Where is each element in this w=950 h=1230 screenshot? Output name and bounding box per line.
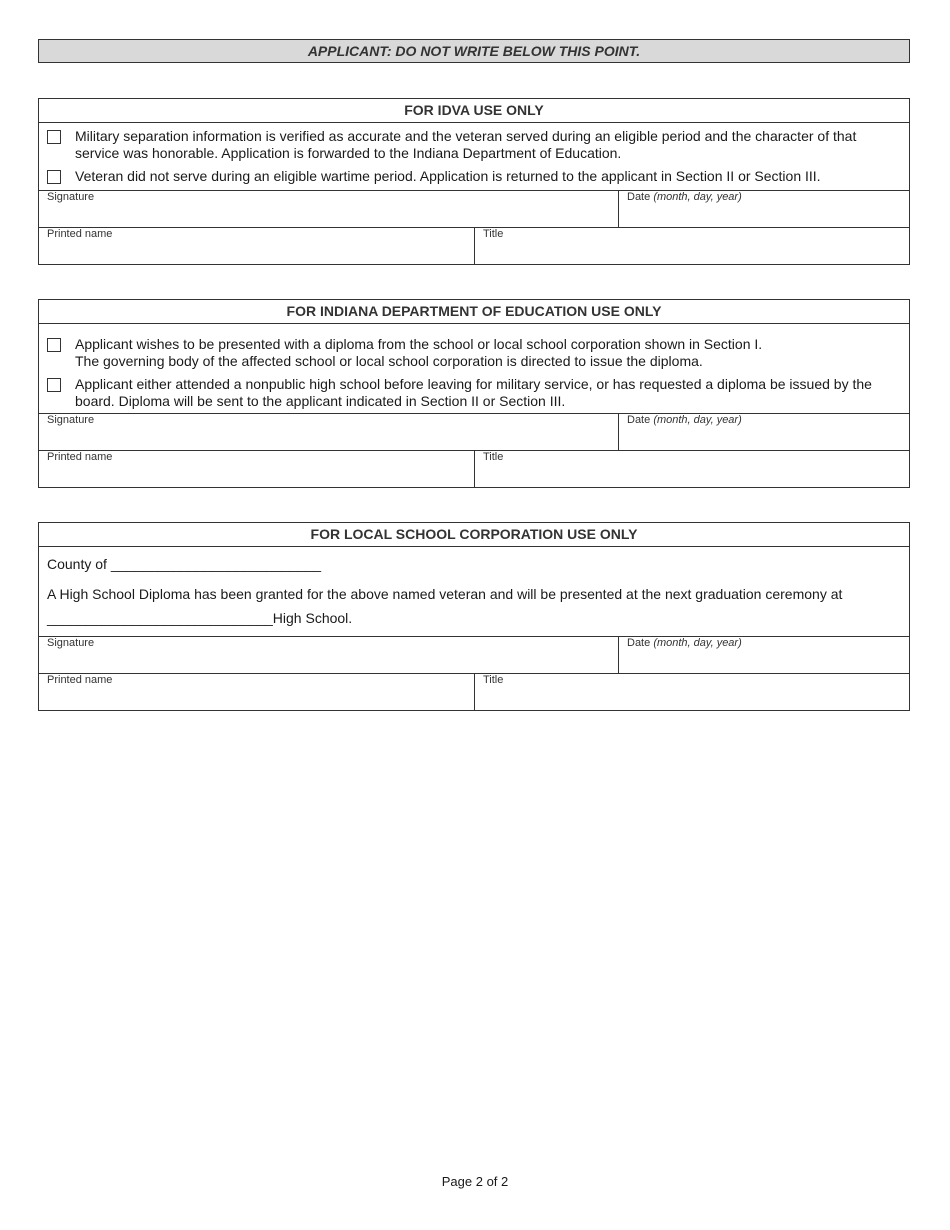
doe-nonpublic-text-1: Applicant either attended a nonpublic high school before leaving for military service, or has requested a diploma be issued by the — [75, 376, 872, 392]
idva-verified-option — [47, 128, 901, 162]
doe-date-label: Date — [627, 414, 651, 426]
local-signature-label: Signature — [47, 637, 95, 649]
doe-nonpublic-option — [47, 376, 901, 410]
doe-nonpublic-checkbox[interactable] — [47, 378, 61, 392]
idva-not-eligible-text: Veteran did not serve during an eligible wartime period. Application is returned to the applicant in Section II or Section III. — [75, 168, 821, 184]
local-date-field[interactable] — [619, 637, 909, 673]
doe-present-diploma-text-2: The governing body of the affected school or local school corporation is directed to issue the diploma. — [75, 353, 703, 369]
doe-signature-field[interactable] — [39, 414, 619, 450]
idva-section-title: FOR IDVA USE ONLY — [39, 99, 909, 123]
doe-title-label: Title — [483, 451, 504, 463]
doe-section — [38, 299, 910, 488]
county-line[interactable]: County of ___________________________ — [47, 556, 322, 572]
idva-section — [38, 98, 910, 265]
idva-verified-checkbox[interactable] — [47, 130, 61, 144]
local-title-field[interactable] — [475, 674, 909, 710]
idva-printed-name-label: Printed name — [47, 228, 113, 240]
idva-title-label: Title — [483, 228, 504, 240]
doe-section-title: FOR INDIANA DEPARTMENT OF EDUCATION USE ONLY — [39, 300, 909, 324]
local-date-hint: (month, day, year) — [653, 637, 742, 649]
doe-present-diploma-checkbox[interactable] — [47, 338, 61, 352]
doe-signature-label: Signature — [47, 414, 95, 426]
idva-title-field[interactable] — [475, 228, 909, 264]
applicant-notice-banner: APPLICANT: DO NOT WRITE BELOW THIS POINT. — [38, 39, 910, 63]
doe-printed-name-field[interactable] — [39, 451, 475, 487]
doe-present-diploma-option — [47, 336, 901, 370]
doe-printed-name-label: Printed name — [47, 451, 113, 463]
idva-signature-field[interactable] — [39, 191, 619, 227]
local-printed-name-label: Printed name — [47, 674, 113, 686]
page-number: Page 2 of 2 — [441, 1174, 509, 1189]
idva-not-eligible-option — [47, 168, 901, 185]
local-printed-name-field[interactable] — [39, 674, 475, 710]
idva-date-hint: (month, day, year) — [653, 191, 742, 203]
doe-present-diploma-text-1: Applicant wishes to be presented with a diploma from the school or local school corporation shown in Section I. — [75, 336, 763, 352]
local-title-label: Title — [483, 674, 504, 686]
idva-verified-text-2: service was honorable. Application is forwarded to the Indiana Department of Education. — [75, 145, 622, 161]
local-section — [38, 522, 910, 711]
local-date-label: Date — [627, 637, 651, 649]
doe-title-field[interactable] — [475, 451, 909, 487]
idva-date-label: Date — [627, 191, 651, 203]
doe-date-hint: (month, day, year) — [653, 414, 742, 426]
doe-date-field[interactable] — [619, 414, 909, 450]
idva-printed-name-field[interactable] — [39, 228, 475, 264]
idva-not-eligible-checkbox[interactable] — [47, 170, 61, 184]
doe-nonpublic-text-2: board. Diploma will be sent to the applicant indicated in Section II or Section III. — [75, 393, 566, 409]
idva-date-field[interactable] — [619, 191, 909, 227]
high-school-line[interactable]: _____________________________High School. — [47, 610, 353, 626]
diploma-statement: A High School Diploma has been granted for the above named veteran and will be presented at the next graduation ceremony at — [47, 586, 843, 602]
local-section-title: FOR LOCAL SCHOOL CORPORATION USE ONLY — [39, 523, 909, 547]
local-signature-field[interactable] — [39, 637, 619, 673]
idva-signature-label: Signature — [47, 191, 95, 203]
idva-verified-text-1: Military separation information is verified as accurate and the veteran served during an eligible period and the character of that — [75, 128, 857, 144]
